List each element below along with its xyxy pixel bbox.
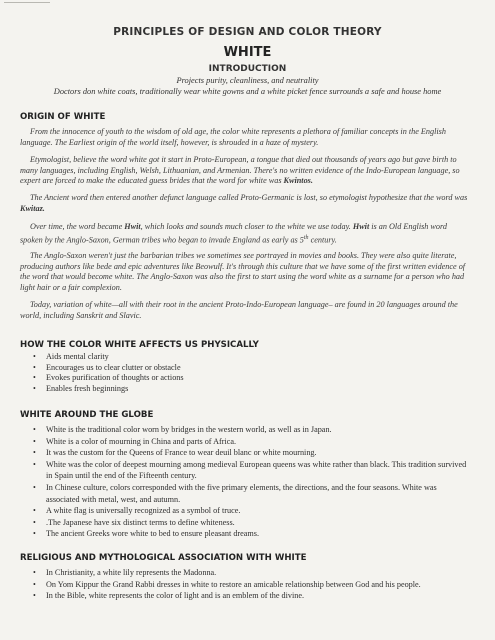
list-item: • .The Japanese have six distinct terms to define whiteness. <box>30 517 470 529</box>
section-heading-origin: ORIGIN OF WHITE <box>20 112 106 122</box>
religious-list <box>30 567 470 602</box>
list-item: • Evokes purification of thoughts or actions <box>30 373 470 384</box>
origin-paragraph-5: The Anglo-Saxon weren't just the barbarian tribes we sometimes see portrayed in movies and books. They were also quite literate, producing authors like bede and epic adventures like Beowulf. It's through this culture that we have some of the first written evidence of the word that would become white. The Anglo-Saxon was also the first to start using the word white as a surname for a person who had light hair or a fair complexion. <box>20 251 466 292</box>
section-heading-globe: WHITE AROUND THE GLOBE <box>20 410 154 420</box>
origin-paragraph-6: Today, variation of white—all with their root in the ancient Proto-Indo-European language– are found in 20 languages around the world, including Sanskrit and Slavic. <box>20 300 458 320</box>
list-item: • White was the color of deepest mourning among medieval European queens was white rather than black. This tradition survived in Spain until the end of the Fifteenth century. <box>30 459 470 482</box>
page-heading: WHITE <box>223 45 272 60</box>
intro-line-2: Doctors don white coats, traditionally wear white gowns and a white picket fence surrounds a safe and house home <box>53 87 442 96</box>
scan-corner-mark <box>4 2 50 12</box>
section-heading-physically: HOW THE COLOR WHITE AFFECTS US PHYSICALLY <box>20 340 259 350</box>
origin-paragraph-1: From the innocence of youth to the wisdom of old age, the color white represents a plethora of familiar concepts in the English language. The Earliest origin of the world itself, however, is shrouded in a haze of mystery. <box>20 127 446 147</box>
list-item: • White is a color of mourning in China and parts of Africa. <box>30 436 470 448</box>
document-title: PRINCIPLES OF DESIGN AND COLOR THEORY <box>113 26 382 38</box>
list-item: • Encourages us to clear clutter or obstacle <box>30 363 470 374</box>
origin-paragraph-2: Etymologist, believe the word white got it start in Proto-European, a tongue that died out thousands of years ago but gave birth to many languages, including English, Welsh, Lithuanian, and Armenian. There's no written evidence of the Indo-European language, so expert are forced to make the educated guess brides that the word for white was Kwintos. <box>20 155 460 186</box>
list-item: • Enables fresh beginnings <box>30 384 470 395</box>
list-item: • Aids mental clarity <box>30 352 470 363</box>
list-item: • A white flag is universally recognized as a symbol of truce. <box>30 505 470 517</box>
list-item: • White is the traditional color worn by bridges in the western world, as well as in Japan. <box>30 424 470 436</box>
list-item: • In Chinese culture, colors corresponded with the five primary elements, the directions, and the four seasons. White was associated with metal, west, and autumn. <box>30 482 470 505</box>
section-heading-religious: RELIGIOUS AND MYTHOLOGICAL ASSOCIATION WITH WHITE <box>20 553 307 563</box>
origin-paragraph-3: The Ancient word then entered another defunct language called Proto-Germanic is lost, so etymologist hypothesize that the word was Kwitaz. <box>20 193 468 213</box>
globe-list <box>30 424 470 540</box>
physically-list <box>30 352 470 394</box>
list-item: • On Yom Kippur the Grand Rabbi dresses in white to restore an amicable relationship between God and his people. <box>30 579 470 591</box>
origin-paragraph-4: Over time, the word became Hwit, which looks and sounds much closer to the white we use today. Hwit is an Old English word spoken by the Anglo-Saxon, German tribes who began to invade England as early as 5th century. <box>20 222 447 245</box>
list-item: • In the Bible, white represents the color of light and is an emblem of the divine. <box>30 590 470 602</box>
intro-heading: INTRODUCTION <box>208 64 287 74</box>
list-item: • It was the custom for the Queens of France to wear deuil blanc or white mourning. <box>30 447 470 459</box>
intro-line-1: Projects purity, cleanliness, and neutrality <box>176 76 319 85</box>
list-item: • In Christianity, a white lily represents the Madonna. <box>30 567 470 579</box>
list-item: • The ancient Greeks wore white to bed to ensure pleasant dreams. <box>30 528 470 540</box>
